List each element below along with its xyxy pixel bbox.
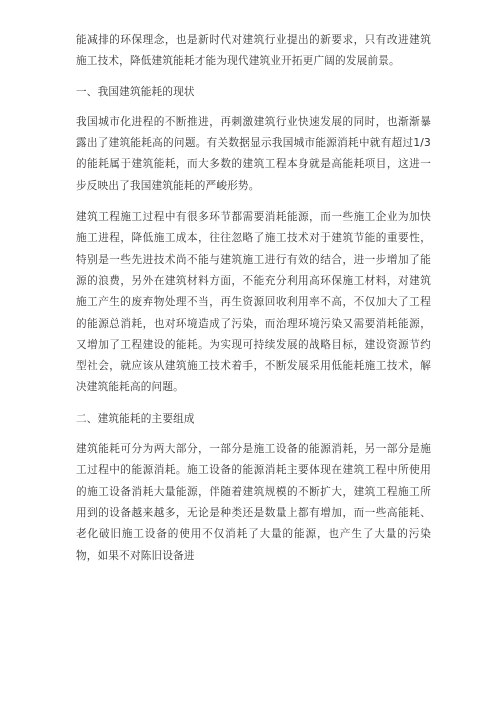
paragraph-construction-process: 建筑工程施工过程中有很多环节都需要消耗能源，而一些施工企业为加快施工进程，降低施工成本，往往忽略了施工技术对于建筑节能的重要性，特别是一些先进技术尚不能与建筑施工进行有效的结合，进一步增加了能源的浪费，另外在建筑材料方面，不能充分利用高环保施工材料，对建筑施工产生的废弃物处理不当，再生资源回收利用率不高，不仅加大了工程的能源总消耗，也对环境造成了污染，而治理环境污染又需要消耗能源，又增加了工程建设的能耗。为实现可持续发展的战略目标，建设资源节约型社会，就应该从建筑施工技术着手，不断发展采用低能耗施工技术，解决建筑能耗高的问题。 — [76, 211, 431, 394]
section-heading-main-composition: 二、建筑能耗的主要组成 — [76, 412, 195, 425]
document-body — [76, 30, 431, 577]
paragraph-energy-composition: 建筑能耗可分为两大部分，一部分是施工设备的能源消耗，另一部分是施工过程中的能源消耗。施工设备的能源消耗主要体现在建筑工程中所使用的施工设备消耗大量能源，伴随着建筑规模的不断扩大，建筑工程施工所用到的设备越来越多，无论是种类还是数量上都有增加，而一些高能耗、老化破旧施工设备的使用不仅消耗了大量的能源，也产生了大量的污染物，如果不对陈旧设备进 — [76, 443, 431, 562]
section-heading-current-status: 一、我国建筑能耗的现状 — [76, 85, 195, 98]
paragraph-urbanization: 我国城市化进程的不断推进，再刺激建筑行业快速发展的同时，也渐渐暴露出了建筑能耗高的问题。有关数据显示我国城市能源消耗中就有超过1/3的能耗属于建筑能耗，而大多数的建筑工程本身就是高能耗项目，这进一步反映出了我国建筑能耗的严峻形势。 — [76, 115, 431, 192]
intro-paragraph: 能减排的环保理念，也是新时代对建筑行业提出的新要求，只有改进建筑施工技术，降低建筑能耗才能为现代建筑业开拓更广阔的发展前景。 — [76, 34, 431, 68]
